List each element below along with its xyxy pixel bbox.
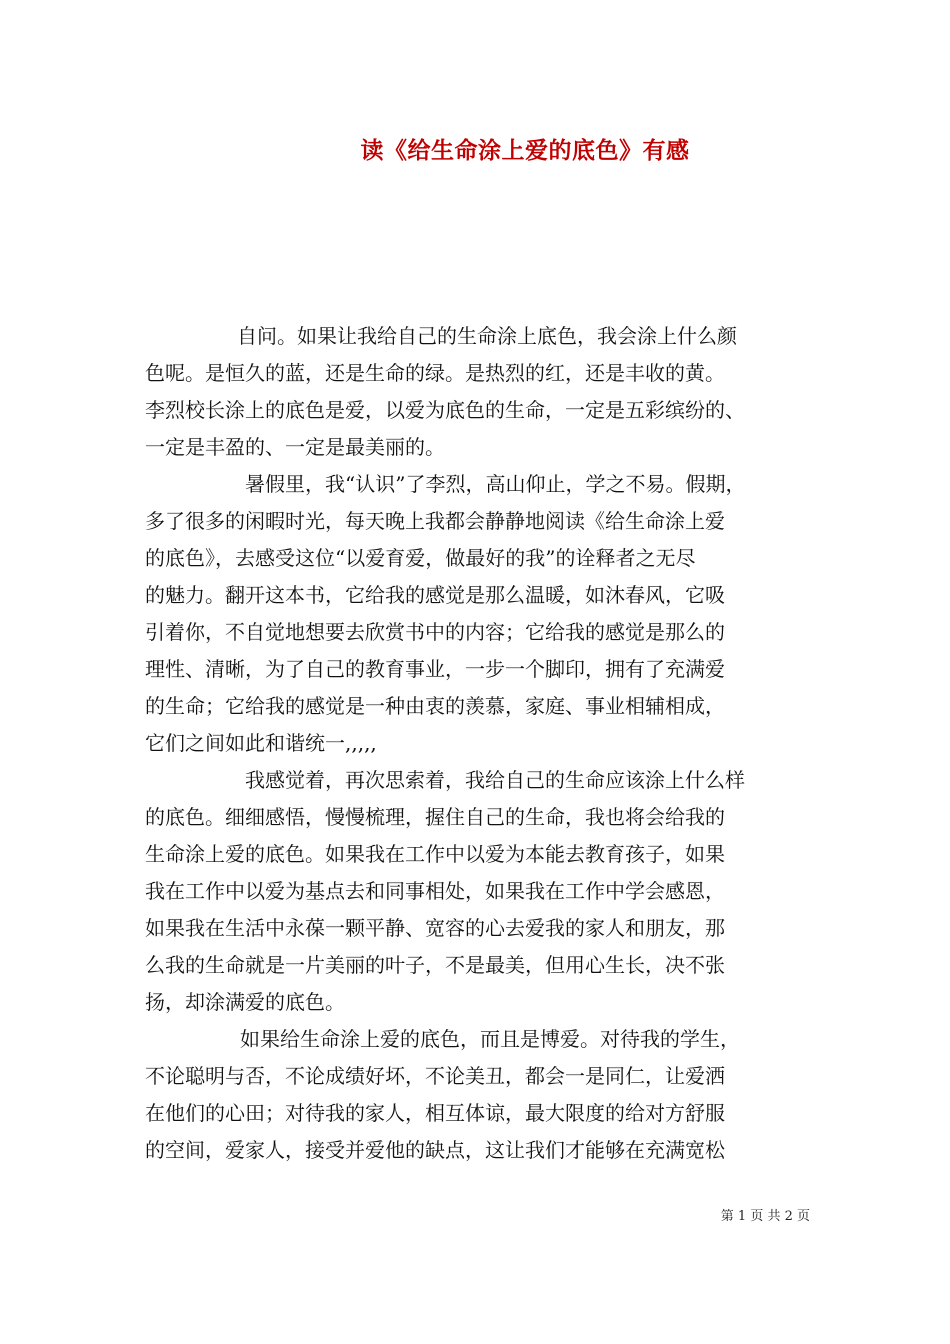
text-line: 色呢。是恒久的蓝，还是生命的绿。是热烈的红，还是丰收的黄。 bbox=[145, 361, 725, 385]
paragraph-2 bbox=[145, 466, 825, 762]
text-line: 在他们的心田；对待我的家人，相互体谅，最大限度的给对方舒服 bbox=[145, 1101, 725, 1125]
text-line: 的魅力。翻开这本书，它给我的感觉是那么温暖，如沐春风，它吸 bbox=[145, 583, 725, 607]
document-title: 读《给生命涂上爱的底色》有感 bbox=[360, 137, 690, 164]
text-line: 的空间，爱家人，接受并爱他的缺点，这让我们才能够在充满宽松 bbox=[145, 1138, 725, 1162]
text-line: 暑假里，我“认识”了李烈，高山仰止，学之不易。假期， bbox=[245, 472, 746, 496]
text-line: 自问。如果让我给自己的生命涂上底色，我会涂上什么颜 bbox=[237, 324, 737, 348]
text-line: 一定是丰盈的、一定是最美丽的。 bbox=[145, 435, 445, 459]
text-line: 我感觉着，再次思索着，我给自己的生命应该涂上什么样 bbox=[245, 768, 745, 792]
text-line: 引着你，不自觉地想要去欣赏书中的内容；它给我的感觉是那么的 bbox=[145, 620, 725, 644]
text-line: 如果我在生活中永葆一颗平静、宽容的心去爱我的家人和朋友，那 bbox=[145, 916, 725, 940]
text-line: 多了很多的闲暇时光，每天晚上我都会静静地阅读《给生命涂上爱 bbox=[145, 509, 725, 533]
text-line: 的底色》，去感受这位“以爱育爱，做最好的我”的诠释者之无尽 bbox=[145, 546, 696, 570]
paragraph-1 bbox=[145, 318, 825, 466]
text-line: 如果给生命涂上爱的底色，而且是博爱。对待我的学生， bbox=[240, 1027, 740, 1051]
document-body bbox=[145, 318, 825, 1169]
paragraph-3 bbox=[145, 762, 825, 1021]
text-line: 的底色。细细感悟，慢慢梳理，握住自己的生命，我也将会给我的 bbox=[145, 805, 725, 829]
text-line: 不论聪明与否，不论成绩好坏，不论美丑，都会一是同仁，让爱洒 bbox=[145, 1064, 725, 1088]
text-line: 理性、清晰，为了自己的教育事业，一步一个脚印，拥有了充满爱 bbox=[145, 657, 725, 681]
text-line: 么我的生命就是一片美丽的叶子，不是最美，但用心生长，决不张 bbox=[145, 953, 725, 977]
paragraph-4 bbox=[145, 1021, 825, 1169]
text-line: 我在工作中以爱为基点去和同事相处，如果我在工作中学会感恩， bbox=[145, 879, 725, 903]
text-line: 的生命；它给我的感觉是一种由衷的羡慕，家庭、事业相辅相成， bbox=[145, 694, 725, 718]
text-line: 生命涂上爱的底色。如果我在工作中以爱为本能去教育孩子，如果 bbox=[145, 842, 725, 866]
text-line: 它们之间如此和谐统一,,,,, bbox=[145, 731, 377, 755]
page-number-footer: 第 1 页 共 2 页 bbox=[720, 1209, 810, 1224]
text-line: 李烈校长涂上的底色是爱，以爱为底色的生命，一定是五彩缤纷的、 bbox=[145, 398, 745, 422]
text-line: 扬，却涂满爱的底色。 bbox=[145, 990, 345, 1014]
